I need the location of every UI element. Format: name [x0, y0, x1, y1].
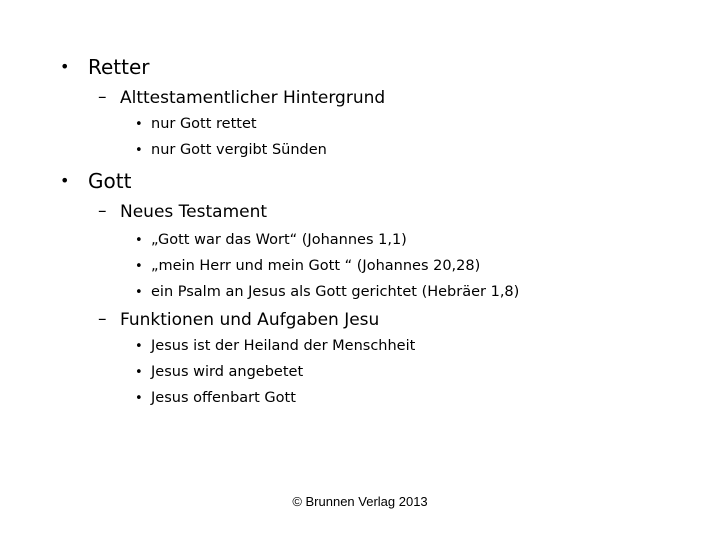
point-text: Jesus ist der Heiland der Menschheit: [151, 338, 416, 354]
bullet-marker: •: [60, 57, 70, 76]
subbullet-neues-testament: [98, 201, 268, 223]
subsection-title: Funktionen und Aufgaben Jesu: [120, 310, 380, 330]
dash-marker: –: [98, 87, 107, 107]
section-title-retter: Retter: [88, 55, 150, 79]
point-item: [135, 141, 327, 160]
bullet-marker: •: [135, 143, 143, 158]
point-text: ein Psalm an Jesus als Gott gerichtet (Hebräer 1,8): [151, 284, 520, 300]
subsection-title: Alttestamentlicher Hintergrund: [120, 88, 386, 108]
dash-marker: –: [98, 309, 107, 329]
bullet-marker: •: [135, 339, 143, 354]
point-item: [135, 231, 407, 250]
point-item: [135, 337, 416, 356]
dash-marker: –: [98, 201, 107, 221]
point-text: nur Gott vergibt Sünden: [151, 142, 327, 158]
point-text: nur Gott rettet: [151, 116, 257, 132]
point-item: [135, 257, 481, 276]
point-text: Jesus wird angebetet: [151, 364, 304, 380]
bullet-marker: •: [135, 391, 143, 406]
point-text: Jesus offenbart Gott: [151, 390, 296, 406]
point-item: [135, 283, 520, 302]
point-item: [135, 363, 304, 382]
bullet-retter: [60, 55, 150, 79]
bullet-marker: •: [135, 365, 143, 380]
point-text: „mein Herr und mein Gott “ (Johannes 20,28): [151, 258, 481, 274]
bullet-marker: •: [135, 117, 143, 132]
subsection-title: Neues Testament: [120, 202, 268, 222]
bullet-gott: [60, 169, 132, 193]
bullet-marker: •: [135, 259, 143, 274]
point-item: [135, 389, 296, 408]
point-item: [135, 115, 257, 134]
subbullet-funktionen-und-aufgaben: [98, 309, 380, 331]
copyright-footer: © Brunnen Verlag 2013: [292, 494, 428, 509]
bullet-marker: •: [135, 285, 143, 300]
bullet-marker: •: [135, 233, 143, 248]
section-title-gott: Gott: [88, 169, 132, 193]
subbullet-alttestamentlicher-hintergrund: [98, 87, 386, 109]
point-text: „Gott war das Wort“ (Johannes 1,1): [151, 232, 407, 248]
bullet-marker: •: [60, 171, 70, 190]
